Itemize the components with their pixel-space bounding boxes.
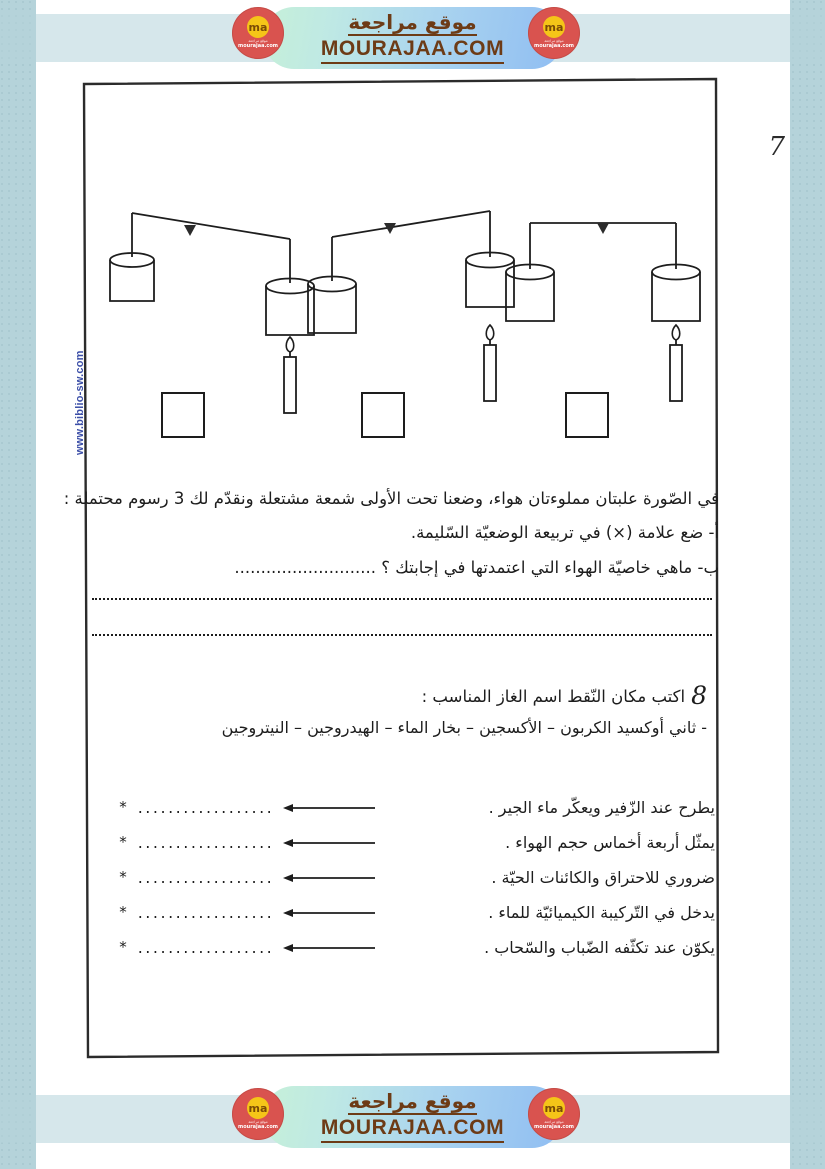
logo-url-caption: mourajaa.com	[237, 1124, 278, 1131]
mourajaa-logo-left	[232, 1088, 284, 1140]
balance-diagrams	[100, 185, 710, 450]
exercise-8-instruction: اكتب مكان النّقط اسم الغاز المناسب :	[421, 687, 686, 706]
diagram-3	[506, 223, 700, 437]
row-answer-blank[interactable]: ..................	[137, 797, 275, 817]
logo-arabic-caption: موقع مراجعة	[248, 39, 268, 44]
matching-row	[115, 930, 715, 965]
row-answer-blank[interactable]: ..................	[137, 937, 275, 957]
diagram-1	[110, 213, 314, 437]
diagram-2	[308, 211, 514, 437]
mourajaa-logo-right	[528, 7, 580, 59]
banner-arabic-title: موقع مراجعة	[348, 1089, 477, 1114]
page-number: 7	[768, 132, 785, 162]
row-label: يمثّل أربعة أخماس حجم الهواء .	[505, 833, 715, 852]
logo-arabic-caption: موقع مراجعة	[544, 39, 564, 44]
logo-url-caption: mourajaa.com	[237, 43, 278, 50]
exercise-8-matching-rows	[115, 790, 715, 965]
left-arrow-icon	[281, 906, 377, 920]
logo-badge-icon: ma	[543, 16, 565, 38]
exercise-8-number: 8	[691, 681, 707, 710]
top-watermark-banner	[0, 0, 825, 76]
logo-badge-icon: ma	[247, 1097, 269, 1119]
answer-line-2[interactable]	[92, 634, 712, 636]
left-arrow-icon	[281, 836, 377, 850]
logo-url-caption: mourajaa.com	[533, 1124, 574, 1131]
row-answer-blank[interactable]: ..................	[137, 832, 275, 852]
matching-row	[115, 825, 715, 860]
row-label: يطرح عند الزّفير ويعكّر ماء الجير .	[488, 798, 715, 817]
matching-row	[115, 895, 715, 930]
row-bullet-icon: *	[119, 798, 127, 816]
exercise-8-heading	[422, 672, 707, 720]
banner-url: MOURAJAA.COM	[321, 1116, 504, 1142]
banner-url: MOURAJAA.COM	[321, 37, 504, 63]
row-label: يدخل في التّركيبة الكيميائيّة للماء .	[488, 903, 715, 922]
row-bullet-icon: *	[119, 903, 127, 921]
exercise-7-part-b-dots: ...........................	[234, 557, 376, 577]
logo-badge-icon: ma	[247, 16, 269, 38]
logo-badge-icon: ma	[543, 1097, 565, 1119]
exercise-7-text	[63, 482, 719, 585]
exercise-7-part-a: أ- ضع علامة (×) في تربيعة الوضعيّة السّليمة.	[410, 523, 719, 543]
banner-pill	[263, 1086, 563, 1148]
mourajaa-logo-left	[232, 7, 284, 59]
row-bullet-icon: *	[119, 833, 127, 851]
left-arrow-icon	[281, 871, 377, 885]
logo-arabic-caption: موقع مراجعة	[248, 1120, 268, 1125]
row-answer-blank[interactable]: ..................	[137, 867, 275, 887]
exercise-7-part-b-label: ب- ماهي خاصيّة الهواء التي اعتمدتها في إجابتك ؟	[381, 557, 719, 577]
row-label: ضروري للاحتراق والكائنات الحيّة .	[491, 868, 715, 887]
exercise-7-part-b	[119, 551, 719, 585]
mourajaa-logo-right	[528, 1088, 580, 1140]
banner-arabic-title: موقع مراجعة	[348, 10, 477, 35]
logo-url-caption: mourajaa.com	[533, 43, 574, 50]
banner-pill	[263, 7, 563, 69]
answer-line-1[interactable]	[92, 598, 712, 600]
left-arrow-icon	[281, 801, 377, 815]
matching-row	[115, 860, 715, 895]
row-bullet-icon: *	[119, 868, 127, 886]
row-answer-blank[interactable]: ..................	[137, 902, 275, 922]
row-bullet-icon: *	[119, 938, 127, 956]
left-arrow-icon	[281, 941, 377, 955]
exercise-8-gas-options: - ثاني أوكسيد الكربون – الأكسجين – بخار الماء – الهيدروجين – النيتروجين	[221, 718, 707, 737]
matching-row	[115, 790, 715, 825]
row-label: يكوّن عند تكثّفه الضّباب والسّحاب .	[484, 938, 715, 957]
exercise-7-intro: في الصّورة علبتان مملوءتان هواء، وضعنا تحت الأولى شمعة مشتعلة ونقدّم لك 3 رسوم محتملة :	[63, 489, 719, 508]
bottom-watermark-banner	[0, 1079, 825, 1155]
logo-arabic-caption: موقع مراجعة	[544, 1120, 564, 1125]
side-watermark: www.biblio-sw.com	[74, 350, 86, 455]
